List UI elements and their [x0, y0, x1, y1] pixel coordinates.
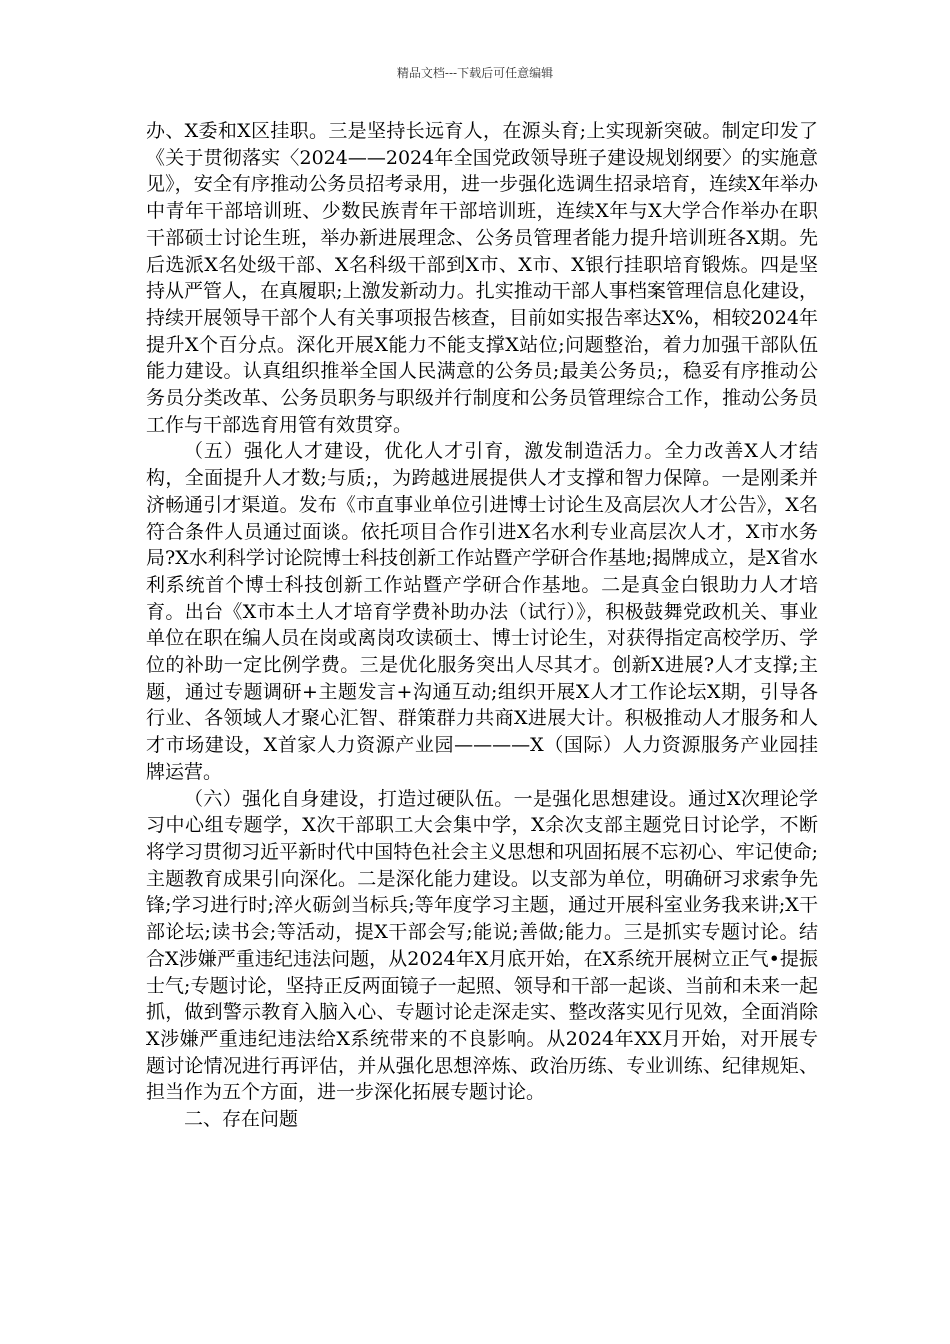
- page-header: 精品文档---下载后可任意编辑: [396, 66, 554, 80]
- document-body: [146, 118, 818, 1133]
- paragraph-continuation: 办、X委和X区挂职。三是坚持长远育人，在源头育;上实现新突破。制定印发了《关于贯彻落实〈2024——2024年全国党政领导班子建设规划纲要〉的实施意见》，安全有序推动公务员招考录用，进一步强化选调生招录培育，连续X年举办中青年干部培训班、少数民族青年干部培训班，连续X年与X大学合作举办在职干部硕士讨论生班，举办新进展理念、公务员管理者能力提升培训班各X期。先后选派X名处级干部、X名科级干部到X市、X市、X银行挂职培育锻炼。四是坚持从严管人，在真履职;上激发新动力。扎实推动干部人事档案管理信息化建设，持续开展领导干部个人有关事项报告核查，目前如实报告率达X%，相较2024年提升X个百分点。深化开展X能力不能支撑X站位;问题整治，着力加强干部队伍能力建设。认真组织推举全国人民满意的公务员;最美公务员;，稳妥有序推动公务员分类改革、公务员职务与职级并行制度和公务员管理综合工作，推动公务员工作与干部选育用管有效贯穿。: [146, 120, 818, 436]
- paragraph-talent-building: （五）强化人才建设，优化人才引育，激发制造活力。全力改善X人才结构，全面提升人才数;与质;，为跨越进展提供人才支撑和智力保障。一是刚柔并济畅通引才渠道。发布《市直事业单位引进博士讨论生及高层次人才公告》，X名符合条件人员通过面谈。依托项目合作引进X名水利专业高层次人才，X市水务局?X水利科学讨论院博士科技创新工作站暨产学研合作基地;揭牌成立，是X省水利系统首个博士科技创新工作站暨产学研合作基地。二是真金白银助力人才培育。出台《X市本土人才培育学费补助办法（试行）》，积极鼓舞党政机关、事业单位在职在编人员在岗或离岗攻读硕士、博士讨论生，对获得指定高校学历、学位的补助一定比例学费。三是优化服务突出人尽其才。创新X进展?人才支撑;主题，通过专题调研+主题发言+沟通互动;组织开展X人才工作论坛X期，引导各行业、各领域人才聚心汇智、群策群力共商X进展大计。积极推动人才服务和人才市场建设，X首家人力资源产业园————X（国际）人力资源服务产业园挂牌运营。: [146, 440, 818, 783]
- paragraph-self-building: （六）强化自身建设，打造过硬队伍。一是强化思想建设。通过X次理论学习中心组专题学，X次干部职工大会集中学，X余次支部主题党日讨论学，不断将学习贯彻习近平新时代中国特色社会主义思想和巩固拓展不忘初心、牢记使命;主题教育成果引向深化。二是深化能力建设。以支部为单位，明确研习求索争先锋;学习进行时;淬火砺剑当标兵;等年度学习主题，通过开展科室业务我来讲;X干部论坛;读书会;等活动，提X干部会写;能说;善做;能力。三是抓实专题讨论。结合X涉嫌严重违纪违法问题，从2024年X月底开始，在X系统开展树立正气•提振士气;专题讨论，坚持正反两面镜子一起照、领导和干部一起谈、当前和未来一起抓，做到警示教育入脑入心、专题讨论走深走实、整改落实见行见效，全面消除X涉嫌严重违纪违法给X系统带来的不良影响。从2024年XX月开始，对开展专题讨论情况进行再评估，并从强化思想淬炼、政治历练、专业训练、纪律规矩、担当作为五个方面，进一步深化拓展专题讨论。: [146, 787, 818, 1104]
- section-heading: 二、存在问题: [184, 1108, 299, 1131]
